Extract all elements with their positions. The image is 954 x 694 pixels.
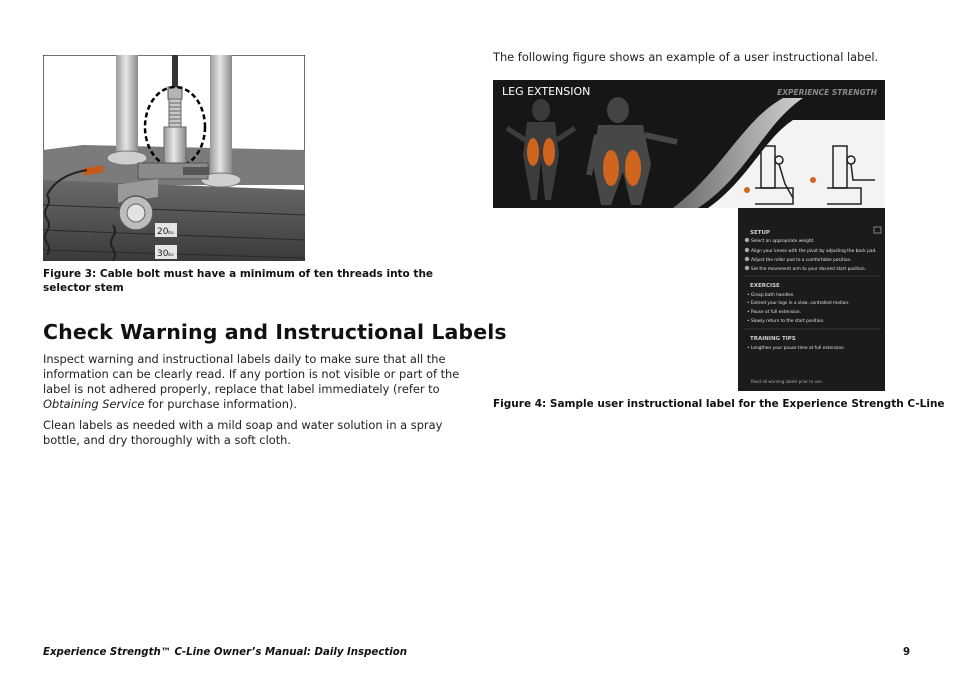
figure-4-intro: The following figure shows an example of a user instructional label. [493,50,879,64]
bolt-threads [169,99,181,129]
plate-unit: lbs [168,230,174,235]
svg-text:•: • [747,346,750,351]
setup-step: Align your knees with the pivot by adjusting the back pad. [751,249,877,254]
clean-paragraph: Clean labels as needed with a mild soap and water solution in a spray bottle, and dry thoroughly with a soft cloth. [43,418,443,447]
plate-label-20: 20 [157,227,169,237]
para1-text-end: for purchase information). [144,397,297,411]
training-tips-heading: TRAINING TIPS [750,336,796,342]
page-number: 9 [903,647,911,658]
cable-bolt-figure [43,55,305,261]
svg-text:•: • [747,293,750,298]
section-title: Check Warning and Instructional Labels [43,320,507,344]
label-footnote: Read all warning labels prior to use. [751,379,823,384]
svg-text:•: • [747,319,750,324]
para1-text-start: Inspect warning and instructional labels daily to make sure that all the information can be clearly read. If any portion is not visible or part of the label is not adhered properly, replace that label immediately (refer to [43,352,460,396]
exercise-step: Grasp both handles. [751,293,795,298]
label-brand: EXPERIENCE STRENGTH [777,88,877,97]
figure-3-caption: Figure 3: Cable bolt must have a minimum of ten threads into the selector stem [43,268,434,294]
plate-label-30: 30 [157,249,169,259]
svg-text:•: • [747,310,750,315]
svg-text:•: • [747,301,750,306]
exercise-step: Pause at full extension. [751,310,801,315]
exercise-heading: EXERCISE [750,283,780,289]
setup-step: Adjust the roller pad to a comfortable position. [751,258,852,263]
figure-4-caption: Figure 4: Sample user instructional label for the Experience Strength C-Line [493,398,945,410]
obtaining-service-reference: Obtaining Service [43,397,145,411]
exercise-step: Slowly return to the start position. [751,319,825,324]
footer-title: Experience Strength™ C-Line Owner’s Manual: Daily Inspection [43,647,407,658]
exercise-step: Extend your legs in a slow, controlled motion. [751,301,850,306]
inspect-paragraph [43,352,463,412]
instructional-label-figure [493,80,885,391]
label-title: LEG EXTENSION [502,85,591,98]
setup-heading: SETUP [750,230,770,236]
plate-unit: lbs [168,252,174,257]
training-tip: Lengthen your pause time at full extension. [751,346,845,351]
setup-step: Set the movement arm to your desired start position. [751,267,866,272]
setup-step: Select an appropriate weight. [751,239,815,244]
